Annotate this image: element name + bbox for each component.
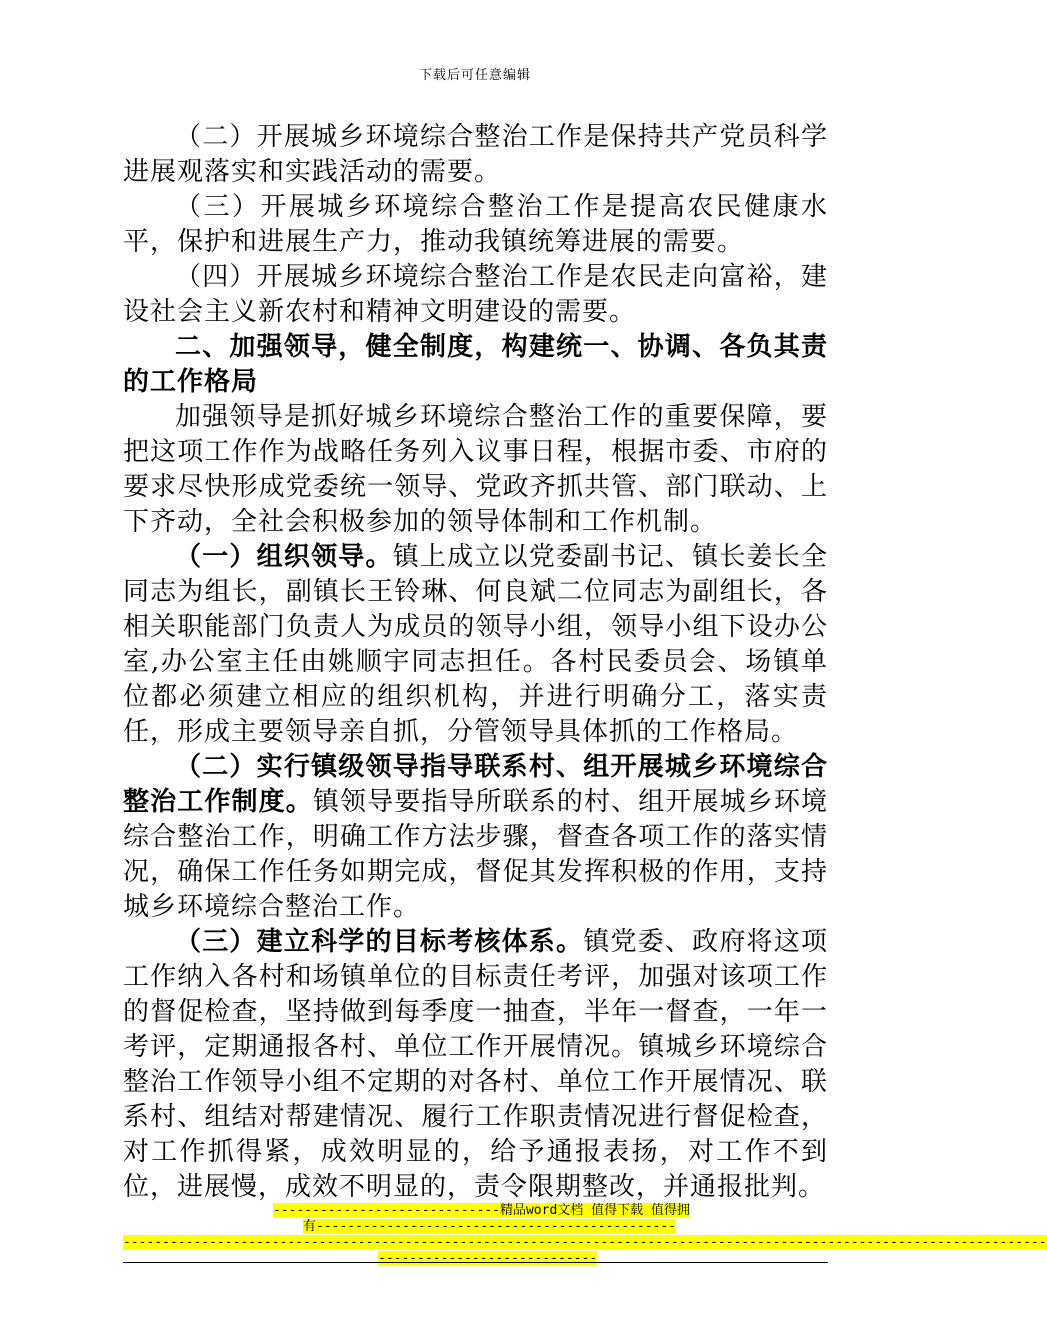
page-header: 下载后可任意编辑 xyxy=(418,68,531,83)
item-organization-leadership xyxy=(123,540,828,750)
footer-highlight: ---------------------------------------------------------------------------------------------------------------------- xyxy=(123,1235,1047,1250)
section-heading: 二、加强领导，健全制度，构建统一、协调、各负其责的工作格局 xyxy=(123,332,828,397)
item-body: 镇上成立以党委副书记、镇长姜长全同志为组长，副镇长王铃琳、何良斌二位同志为副组长，各相关职能部门负责人为成员的领导小组，领导小组下设办公室,办公室主任由姚顺宇同志担任。各村民委员会、场镇单位都必须建立相应的组织机构，并进行明确分工，落实责任，形成主要领导亲自抓，分管领导具体抓的工作格局。 xyxy=(123,542,828,747)
item-assessment-system xyxy=(123,925,828,1205)
document-body xyxy=(123,120,828,1205)
footer-line xyxy=(123,1203,828,1219)
footer-highlight: 有---------------------------------------------- xyxy=(303,1219,677,1234)
item-body: 镇领导要指导所联系的村、组开展城乡环境综合整治工作，明确工作方法步骤，督查各项工作的落实情况，确保工作任务如期完成，督促其发挥积极的作用，支持城乡环境综合整治工作。 xyxy=(123,787,828,922)
item-title: （一）组织领导。 xyxy=(175,542,393,572)
footer-line xyxy=(123,1235,1047,1251)
footer-line xyxy=(123,1219,828,1235)
footer-divider xyxy=(123,1262,828,1263)
item-title: （三）建立科学的目标考核体系。 xyxy=(175,927,584,957)
footer-highlight: ---------------------------- xyxy=(378,1251,598,1266)
paragraph-2: （二）开展城乡环境综合整治工作是保持共产党员科学进展观落实和实践活动的需要。 xyxy=(123,122,828,187)
item-body: 镇党委、政府将这项工作纳入各村和场镇单位的目标责任考评，加强对该项工作的督促检查，坚持做到每季度一抽查，半年一督查，一年一考评，定期通报各村、单位工作开展情况。镇城乡环境综合整治工作领导小组不定期的对各村、单位工作开展情况、联系村、组结对帮建情况、履行工作职责情况进行督促检查，对工作抓得紧，成效明显的，给予通报表扬，对工作不到位，进展慢，成效不明显的，责令限期整改，并通报批判。 xyxy=(123,927,828,1202)
footer-highlight: -----------------------------精品word文档 值得下载 值得拥 xyxy=(273,1203,690,1218)
footer-line xyxy=(123,1251,828,1267)
paragraph-4: （四）开展城乡环境综合整治工作是农民走向富裕，建设社会主义新农村和精神文明建设的需要。 xyxy=(123,262,828,327)
section-intro: 加强领导是抓好城乡环境综合整治工作的重要保障，要把这项工作作为战略任务列入议事日程，根据市委、市府的要求尽快形成党委统一领导、党政齐抓共管、部门联动、上下齐动，全社会积极参加的领导体制和工作机制。 xyxy=(123,402,828,537)
page-footer xyxy=(123,1203,1047,1267)
item-title: （二）实行镇级领导指导联系村、组开展城乡环境综合整治工作制度。 xyxy=(123,752,828,817)
item-liaison-system xyxy=(123,750,828,925)
paragraph-3: （三）开展城乡环境综合整治工作是提高农民健康水平，保护和进展生产力，推动我镇统筹进展的需要。 xyxy=(123,192,828,257)
